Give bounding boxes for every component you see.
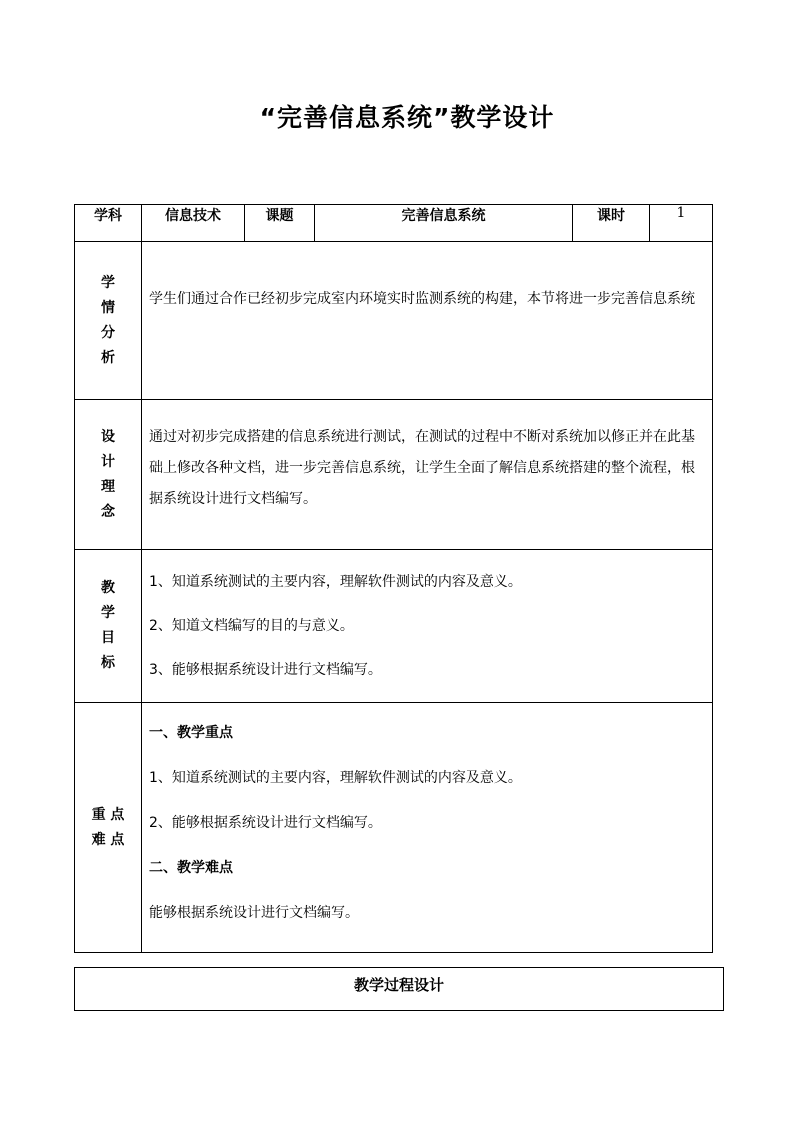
hours-value: 1 (650, 205, 713, 242)
subject-value: 信息技术 (142, 205, 245, 242)
analysis-label: 学 情 分 析 (75, 242, 142, 400)
key-item: 1、知道系统测试的主要内容，理解软件测试的内容及意义。 (149, 770, 522, 786)
lesson-plan-table (74, 204, 713, 953)
goals-row (75, 550, 713, 703)
subject-label: 学科 (75, 205, 142, 242)
process-design-title: 教学过程设计 (353, 976, 444, 994)
analysis-content: 学生们通过合作已经初步完成室内环境实时监测系统的构建，本节将进一步完善信息系统 (142, 242, 713, 400)
topic-label: 课题 (245, 205, 315, 242)
goal-item: 1、知道系统测试的主要内容，理解软件测试的内容及意义。 (149, 574, 522, 590)
key-item: 2、能够根据系统设计进行文档编写。 (149, 815, 382, 831)
process-design-header (74, 967, 724, 1011)
hours-label: 课时 (573, 205, 650, 242)
goal-item: 2、知道文档编写的目的与意义。 (149, 618, 354, 634)
goals-content (142, 550, 713, 703)
difficulty-item: 能够根据系统设计进行文档编写。 (149, 905, 359, 921)
topic-value: 完善信息系统 (315, 205, 573, 242)
concept-label: 设 计 理 念 (75, 400, 142, 550)
goal-item: 3、能够根据系统设计进行文档编写。 (149, 662, 382, 678)
difficulty-section-title: 二、教学难点 (149, 860, 233, 876)
keypoints-label: 重 点 难 点 (75, 703, 142, 953)
keypoints-content (142, 703, 713, 953)
page-title: “完善信息系统”教学设计 (259, 103, 555, 132)
analysis-row (75, 242, 713, 400)
concept-content: 通过对初步完成搭建的信息系统进行测试，在测试的过程中不断对系统加以修正并在此基础上修改各种文档，进一步完善信息系统，让学生全面了解信息系统搭建的整个流程，根据系统设计进行文档编写。 (142, 400, 713, 550)
key-section-title: 一、教学重点 (149, 725, 233, 741)
header-row (75, 205, 713, 242)
keypoints-row (75, 703, 713, 953)
concept-row (75, 400, 713, 550)
goals-label: 教 学 目 标 (75, 550, 142, 703)
